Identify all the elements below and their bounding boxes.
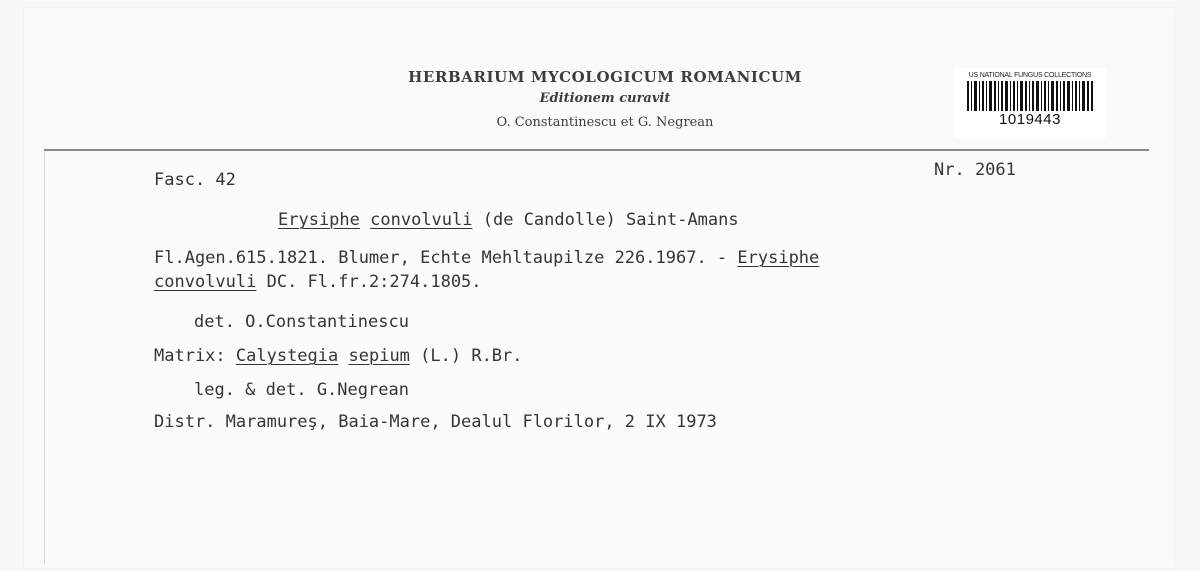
herbarium-title: HERBARIUM MYCOLOGICUM ROMANICUM (408, 68, 802, 86)
matrix-line (154, 346, 523, 366)
taxon-name (278, 210, 739, 230)
header-divider (44, 149, 1149, 151)
locality-line: Distr. Maramureş, Baia-Mare, Dealul Florilor, 2 IX 1973 (154, 412, 717, 432)
barcode-icon (965, 81, 1095, 111)
determiner-line: det. O.Constantinescu (194, 312, 409, 332)
fascicle-number: Fasc. 42 (154, 170, 236, 190)
synonym-species: convolvuli (154, 272, 257, 292)
exsiccata-number: Nr. 2061 (934, 160, 1016, 180)
taxon-genus: Erysiphe (278, 210, 360, 230)
host-genus: Calystegia (235, 346, 339, 366)
citation-line-2 (154, 272, 482, 292)
barcode-collection-name: US NATIONAL FUNGUS COLLECTIONS (968, 72, 1092, 79)
barcode-label (954, 68, 1106, 138)
barcode-number: 1019443 (999, 111, 1061, 128)
citation-text-1: Fl.Agen.615.1821. Blumer, Echte Mehltaupilze 226.1967. - (154, 248, 738, 268)
matrix-label: Matrix: (154, 346, 236, 366)
host-species: sepium (348, 346, 410, 366)
citation-text-2: DC. Fl.fr.2:274.1805. (256, 272, 482, 292)
collector-line: leg. & det. G.Negrean (194, 380, 409, 400)
host-authority: (L.) R.Br. (409, 346, 523, 366)
herbarium-header (360, 66, 850, 134)
taxon-authority: (de Candolle) Saint-Amans (482, 210, 739, 230)
synonym-genus: Erysiphe (737, 248, 820, 268)
herbarium-editors: O. Constantinescu et G. Negrean (496, 115, 714, 130)
taxon-species: convolvuli (370, 210, 473, 230)
herbarium-subtitle: Editionem curavit (539, 91, 671, 106)
citation-line-1 (154, 248, 819, 268)
